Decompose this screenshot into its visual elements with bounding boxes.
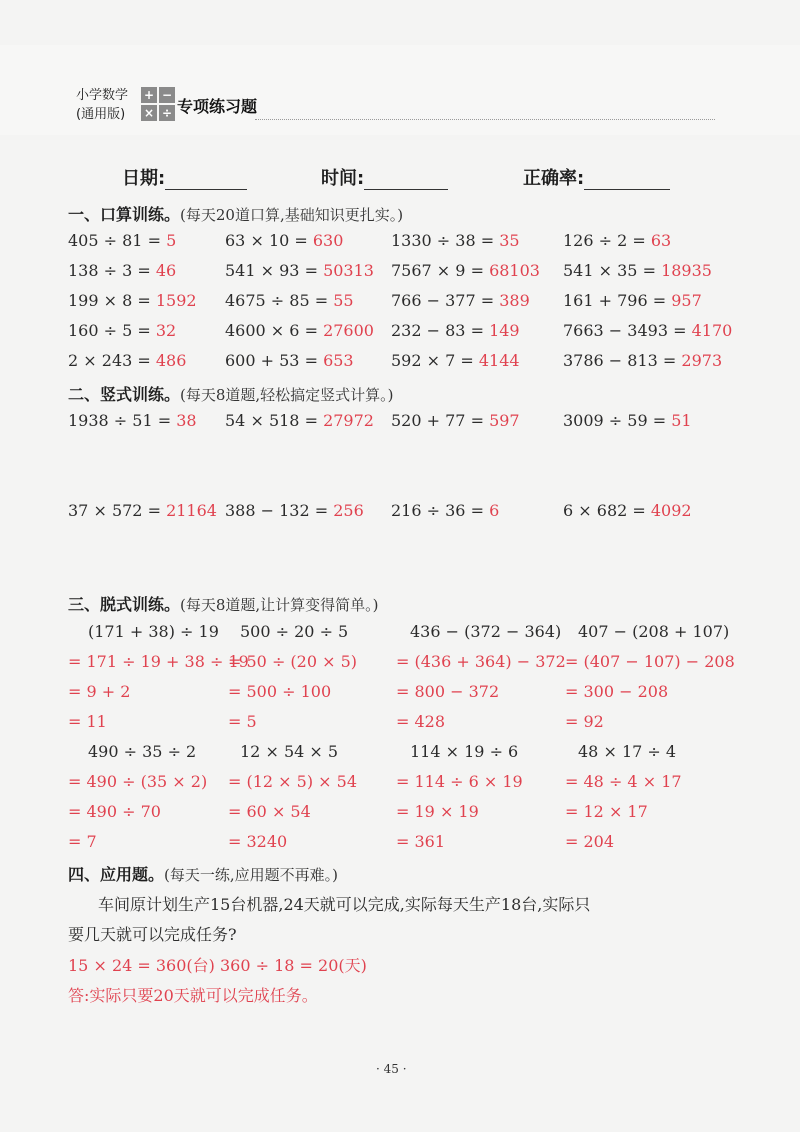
time-blank[interactable] — [364, 169, 448, 190]
equation-expression: 1938 ÷ 51 = — [68, 411, 177, 430]
equation-expression: 1330 ÷ 38 = — [391, 231, 500, 250]
equation-answer: 957 — [671, 291, 702, 310]
equation-expression: 3009 ÷ 59 = — [563, 411, 672, 430]
section-4-note: (每天一练,应用题不再难。) — [164, 866, 338, 884]
equation-expression: 138 ÷ 3 = — [68, 261, 156, 280]
equation-answer: 46 — [155, 261, 177, 280]
equation — [391, 261, 540, 280]
equation — [391, 291, 530, 310]
equation — [391, 351, 520, 370]
section-4-heading — [68, 862, 338, 885]
equation — [68, 501, 217, 520]
equation — [563, 351, 722, 370]
equation — [563, 501, 692, 520]
equation — [225, 231, 343, 250]
step-line: = 12 × 17 — [565, 802, 648, 821]
equation-expression: 592 × 7 = — [391, 351, 479, 370]
step-line: = 171 ÷ 19 + 38 ÷ 19 — [68, 652, 249, 671]
equation-expression: 520 + 77 = — [391, 411, 490, 430]
brand-line1: 小学数学 — [76, 88, 129, 103]
equation — [68, 321, 176, 340]
minus-icon: − — [159, 87, 175, 103]
equation-expression: 7567 × 9 = — [391, 261, 490, 280]
section-2-note: (每天8道题,轻松搞定竖式计算。) — [180, 386, 394, 404]
equation-expression: 7663 − 3493 = — [563, 321, 692, 340]
step-line: = 204 — [565, 832, 615, 851]
brand-line2: (通用版) — [76, 107, 126, 122]
equation — [225, 291, 354, 310]
step-line: = 11 — [68, 712, 107, 731]
step-problem: 48 × 17 ÷ 4 — [578, 742, 677, 761]
equation-answer: 149 — [489, 321, 520, 340]
equation-expression: 199 × 8 = — [68, 291, 156, 310]
operator-icons — [141, 87, 174, 121]
equation — [68, 261, 176, 280]
equation-expression: 161 + 796 = — [563, 291, 672, 310]
equation — [225, 261, 374, 280]
equation-expression: 54 × 518 = — [225, 411, 324, 430]
section-3-heading — [68, 592, 379, 615]
time-field — [321, 164, 448, 190]
step-line: = (12 × 5) × 54 — [228, 772, 358, 791]
equation-expression: 160 ÷ 5 = — [68, 321, 156, 340]
equation — [391, 501, 499, 520]
date-blank[interactable] — [165, 169, 247, 190]
equation-answer: 4092 — [650, 501, 692, 520]
step-problem: 114 × 19 ÷ 6 — [410, 742, 519, 761]
word-problem-line2: 要几天就可以完成任务? — [68, 925, 237, 944]
equation-expression: 541 × 35 = — [563, 261, 662, 280]
equation-expression: 388 − 132 = — [225, 501, 334, 520]
equation — [225, 501, 364, 520]
equation-expression: 766 − 377 = — [391, 291, 500, 310]
step-line: = 114 ÷ 6 × 19 — [396, 772, 523, 791]
step-problem: 407 − (208 + 107) — [578, 622, 730, 641]
header-title: 专项练习题 — [177, 97, 258, 116]
equation-expression: 126 ÷ 2 = — [563, 231, 651, 250]
step-line: = 48 ÷ 4 × 17 — [565, 772, 682, 791]
equation — [68, 231, 176, 250]
equation-answer: 389 — [499, 291, 530, 310]
equation — [68, 411, 197, 430]
step-line: = 19 × 19 — [396, 802, 479, 821]
step-problem: (171 + 38) ÷ 19 — [88, 622, 219, 641]
equation — [391, 231, 520, 250]
equation-expression: 37 × 572 = — [68, 501, 167, 520]
step-line: = 490 ÷ (35 × 2) — [68, 772, 208, 791]
section-3-note: (每天8道题,让计算变得简单。) — [180, 596, 379, 614]
equation-answer: 51 — [671, 411, 692, 430]
section-1-title: 一、口算训练。 — [68, 205, 181, 224]
step-problem: 436 − (372 − 364) — [410, 622, 562, 641]
step-problem: 12 × 54 × 5 — [240, 742, 339, 761]
equation — [68, 351, 186, 370]
step-line: = 92 — [565, 712, 604, 731]
brand — [76, 86, 128, 124]
equation-expression: 2 × 243 = — [68, 351, 156, 370]
word-problem-solution: 15 × 24 = 360(台) 360 ÷ 18 = 20(天) — [68, 956, 367, 975]
step-problem: 500 ÷ 20 ÷ 5 — [240, 622, 349, 641]
equation-expression: 216 ÷ 36 = — [391, 501, 490, 520]
equation-answer: 27600 — [323, 321, 374, 340]
header-divider — [255, 119, 715, 120]
date-field — [122, 164, 247, 190]
divide-icon: ÷ — [159, 105, 175, 121]
equation-answer: 21164 — [166, 501, 217, 520]
equation — [563, 261, 712, 280]
step-line: = 50 ÷ (20 × 5) — [228, 652, 358, 671]
equation-answer: 18935 — [661, 261, 712, 280]
equation-expression: 541 × 93 = — [225, 261, 324, 280]
equation — [563, 231, 671, 250]
equation-answer: 486 — [155, 351, 187, 370]
step-line: = 500 ÷ 100 — [228, 682, 332, 701]
step-line: = (436 + 364) − 372 — [396, 652, 566, 671]
equation-answer: 68103 — [489, 261, 540, 280]
equation — [68, 291, 197, 310]
equation-answer: 32 — [155, 321, 177, 340]
equation-answer: 597 — [489, 411, 520, 430]
step-line: = 60 × 54 — [228, 802, 311, 821]
equation-answer: 653 — [323, 351, 354, 370]
equation-expression: 4600 × 6 = — [225, 321, 324, 340]
section-3-title: 三、脱式训练。 — [68, 595, 181, 614]
step-line: = 300 − 208 — [565, 682, 669, 701]
word-problem-line1: 车间原计划生产15台机器,24天就可以完成,实际每天生产18台,实际只 — [98, 895, 591, 914]
step-line: = 490 ÷ 70 — [68, 802, 161, 821]
equation-answer: 27972 — [323, 411, 374, 430]
page-number: · 45 · — [376, 1062, 407, 1076]
step-line: = 9 + 2 — [68, 682, 131, 701]
step-line: = 361 — [396, 832, 446, 851]
equation-answer: 4170 — [691, 321, 733, 340]
equation-answer: 35 — [499, 231, 520, 250]
equation-answer: 6 — [489, 501, 500, 520]
equation — [563, 321, 732, 340]
equation-answer: 630 — [312, 231, 344, 250]
accuracy-label: 正确率: — [523, 168, 585, 189]
times-icon: × — [141, 105, 157, 121]
equation-answer: 256 — [333, 501, 364, 520]
equation-answer: 38 — [176, 411, 197, 430]
word-problem-answer: 答:实际只要20天就可以完成任务。 — [68, 986, 318, 1005]
equation — [563, 291, 702, 310]
step-line: = 7 — [68, 832, 97, 851]
equation-expression: 3786 − 813 = — [563, 351, 682, 370]
equation-expression: 405 ÷ 81 = — [68, 231, 167, 250]
plus-icon: + — [141, 87, 157, 103]
step-line: = 800 − 372 — [396, 682, 500, 701]
equation — [225, 411, 374, 430]
section-2-title: 二、竖式训练。 — [68, 385, 181, 404]
equation — [391, 411, 520, 430]
equation — [225, 321, 374, 340]
time-label: 时间: — [321, 168, 365, 189]
accuracy-field — [523, 164, 670, 190]
equation-expression: 600 + 53 = — [225, 351, 324, 370]
equation-answer: 55 — [333, 291, 354, 310]
section-1-note: (每天20道口算,基础知识更扎实。) — [180, 206, 404, 224]
section-4-title: 四、应用题。 — [68, 865, 165, 884]
equation-answer: 1592 — [155, 291, 197, 310]
step-line: = (407 − 107) − 208 — [565, 652, 735, 671]
step-problem: 490 ÷ 35 ÷ 2 — [88, 742, 197, 761]
equation-expression: 232 − 83 = — [391, 321, 490, 340]
accuracy-blank[interactable] — [584, 169, 670, 190]
equation-expression: 6 × 682 = — [563, 501, 651, 520]
date-label: 日期: — [122, 168, 166, 189]
equation-answer: 2973 — [681, 351, 723, 370]
equation-answer: 50313 — [323, 261, 374, 280]
equation — [391, 321, 520, 340]
equation-answer: 5 — [166, 231, 177, 250]
equation — [225, 351, 354, 370]
equation-answer: 63 — [650, 231, 672, 250]
section-2-heading — [68, 382, 394, 405]
step-line: = 428 — [396, 712, 446, 731]
equation-expression: 4675 ÷ 85 = — [225, 291, 334, 310]
equation — [563, 411, 692, 430]
equation-expression: 63 × 10 = — [225, 231, 313, 250]
equation-answer: 4144 — [478, 351, 520, 370]
section-1-heading — [68, 202, 403, 225]
step-line: = 3240 — [228, 832, 288, 851]
step-line: = 5 — [228, 712, 257, 731]
